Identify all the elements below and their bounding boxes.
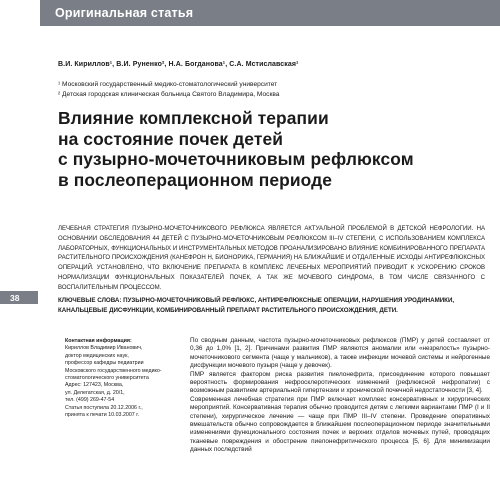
contact-line: Московского государственного медико- [65,367,162,374]
article-title [58,108,488,190]
body-paragraph: ПМР является фактором риска развития пиелонефрита, присоединение которого повышает вероятность формирования нефросклеротических изменений (рефлюксной нефропатии) с возможным развитием артериальной гипертензии и хронической почечной недостаточности [3, 4]. [190,370,490,395]
affiliations [58,80,488,100]
contact-line: доктор медицинских наук, [65,352,129,359]
contact-line: Кириллов Владимир Иванович, [65,345,143,352]
contact-line: принята к печати 10.03.2007 г. [65,412,139,419]
contact-line: стоматологического университета [65,375,149,382]
contact-line: тел. (499) 269-47-54 [65,397,115,404]
contact-line: ул. Делегатская, д. 20/1, [65,389,125,396]
body-paragraph: Современная лечебная стратегия при ПМР включает комплекс консервативных и хирургических мероприятий. Консервативная терапия обычно проводится детям с легкими вариантами ПМР (I и II степени), хирургическое лечение — чаще при ПМР III–IV степени. Проведение оперативных вмешательств обычно сопровождается в ближайшем послеоперационном периоде значительными изменениями функционального состояния почек и верхних отделов мочевых путей, проводящих тканевые повреждения и обострение пиелонефритического процесса [5, 6]. Для минимизации данных последствий [190,395,490,454]
title-line: в послеоперационном периоде [58,169,333,190]
contact-info [65,338,180,419]
keywords: КЛЮЧЕВЫЕ СЛОВА: ПУЗЫРНО-МОЧЕТОЧНИКОВЫЙ РЕФЛЮКС, АНТИРЕФЛЮКСНЫЕ ОПЕРАЦИИ, НАРУШЕНИЯ УРОДИНАМИКИ, КАНАЛЬЦЕВЫЕ ДИСФУНКЦИИ, КОМБИНИРОВАННЫЙ ПРЕПАРАТ РАСТИТЕЛЬНОГО ПРОИСХОЖДЕНИЯ, ДЕТИ. [58,297,455,314]
page-number-tab [0,291,38,304]
abstract: ЛЕЧЕБНАЯ СТРАТЕГИЯ ПУЗЫРНО-МОЧЕТОЧНИКОВОГО РЕФЛЮКСА ЯВЛЯЕТСЯ АКТУАЛЬНОЙ ПРОБЛЕМОЙ В ДЕТСКОЙ НЕФРОЛОГИИ. НА ОСНОВАНИИ ОБСЛЕДОВАНИЯ 44 ДЕТЕЙ С ПУЗЫРНО-МОЧЕТОЧНИКОВЫМ РЕФЛЮКСОМ III–IV СТЕПЕНИ, С ИСПОЛЬЗОВАНИЕМ КОМПЛЕКСА ЛАБОРАТОРНЫХ, ФУНКЦИОНАЛЬНЫХ И ИНСТРУМЕНТАЛЬНЫХ МЕТОДОВ ПРОАНАЛИЗИРОВАНО ВЛИЯНИЕ КОМБИНИРОВАННОГО ПРЕПАРАТА РАСТИТЕЛЬНОГО ПРОИСХОЖДЕНИЯ (КАНЕФРОН Н, БИОНОРИКА, ГЕРМАНИЯ) НА БЛИЖАЙШИЕ И ОТДАЛЕННЫЕ ИСХОДЫ АНТИРЕФЛЮКСНЫХ ОПЕРАЦИЙ. УСТАНОВЛЕНО, ЧТО ВКЛЮЧЕНИЕ ПРЕПАРАТА В КОМПЛЕКС ЛЕЧЕБНЫХ МЕРОПРИЯТИЙ ПРИВОДИТ К УСКОРЕНИЮ СРОКОВ НОРМАЛИЗАЦИИ ФУНКЦИОНАЛЬНЫХ ПОКАЗАТЕЛЕЙ ПОЧЕК, А ТАК ЖЕ МОЧЕВОГО СИНДРОМА, В ТОМ ЧИСЛЕ СВЯЗАННОГО С ВОСПАЛИТЕЛЬНЫМ ПРОЦЕССОМ. [58,226,485,291]
title-line: Влияние комплексной терапии [58,108,329,128]
affiliation-1: ¹ Московский государственный медико-стоматологический университет [58,81,278,88]
body-text [190,337,490,455]
title-line: на состояние почек детей [58,128,284,149]
contact-line: Статья поступила 20.12.2006 г., [65,404,143,411]
page-number: 38 [10,292,20,303]
author-list: В.И. Кириллов¹, В.И. Руненко², Н.А. Богданова¹, С.А. Мстиславская¹ [58,61,299,68]
section-label: Оригинальная статья [55,6,194,20]
contact-heading: Контактная информация: [65,338,132,344]
title-line: с пузырно-мочеточниковым рефлюксом [58,149,414,169]
contact-line: Адрес: 127423, Москва, [65,382,124,389]
contact-line: профессор кафедры педиатрии [65,360,144,367]
body-paragraph: По сводным данным, частота пузырно-мочеточниковых рефлюксов (ПМР) у детей составляет от 0,36 до 1,0% [1, 2]. Причинами развития ПМР являются аномалии или «незрелость» пузырно-мочеточникового сегмента (чаще у мальчиков), а также инфекции мочевой системы и нейрогенные дисфункции мочевого пузыря (чаще у девочек). [190,337,490,370]
affiliation-2: ² Детская городская клиническая больница Святого Владимира, Москва [58,91,280,98]
